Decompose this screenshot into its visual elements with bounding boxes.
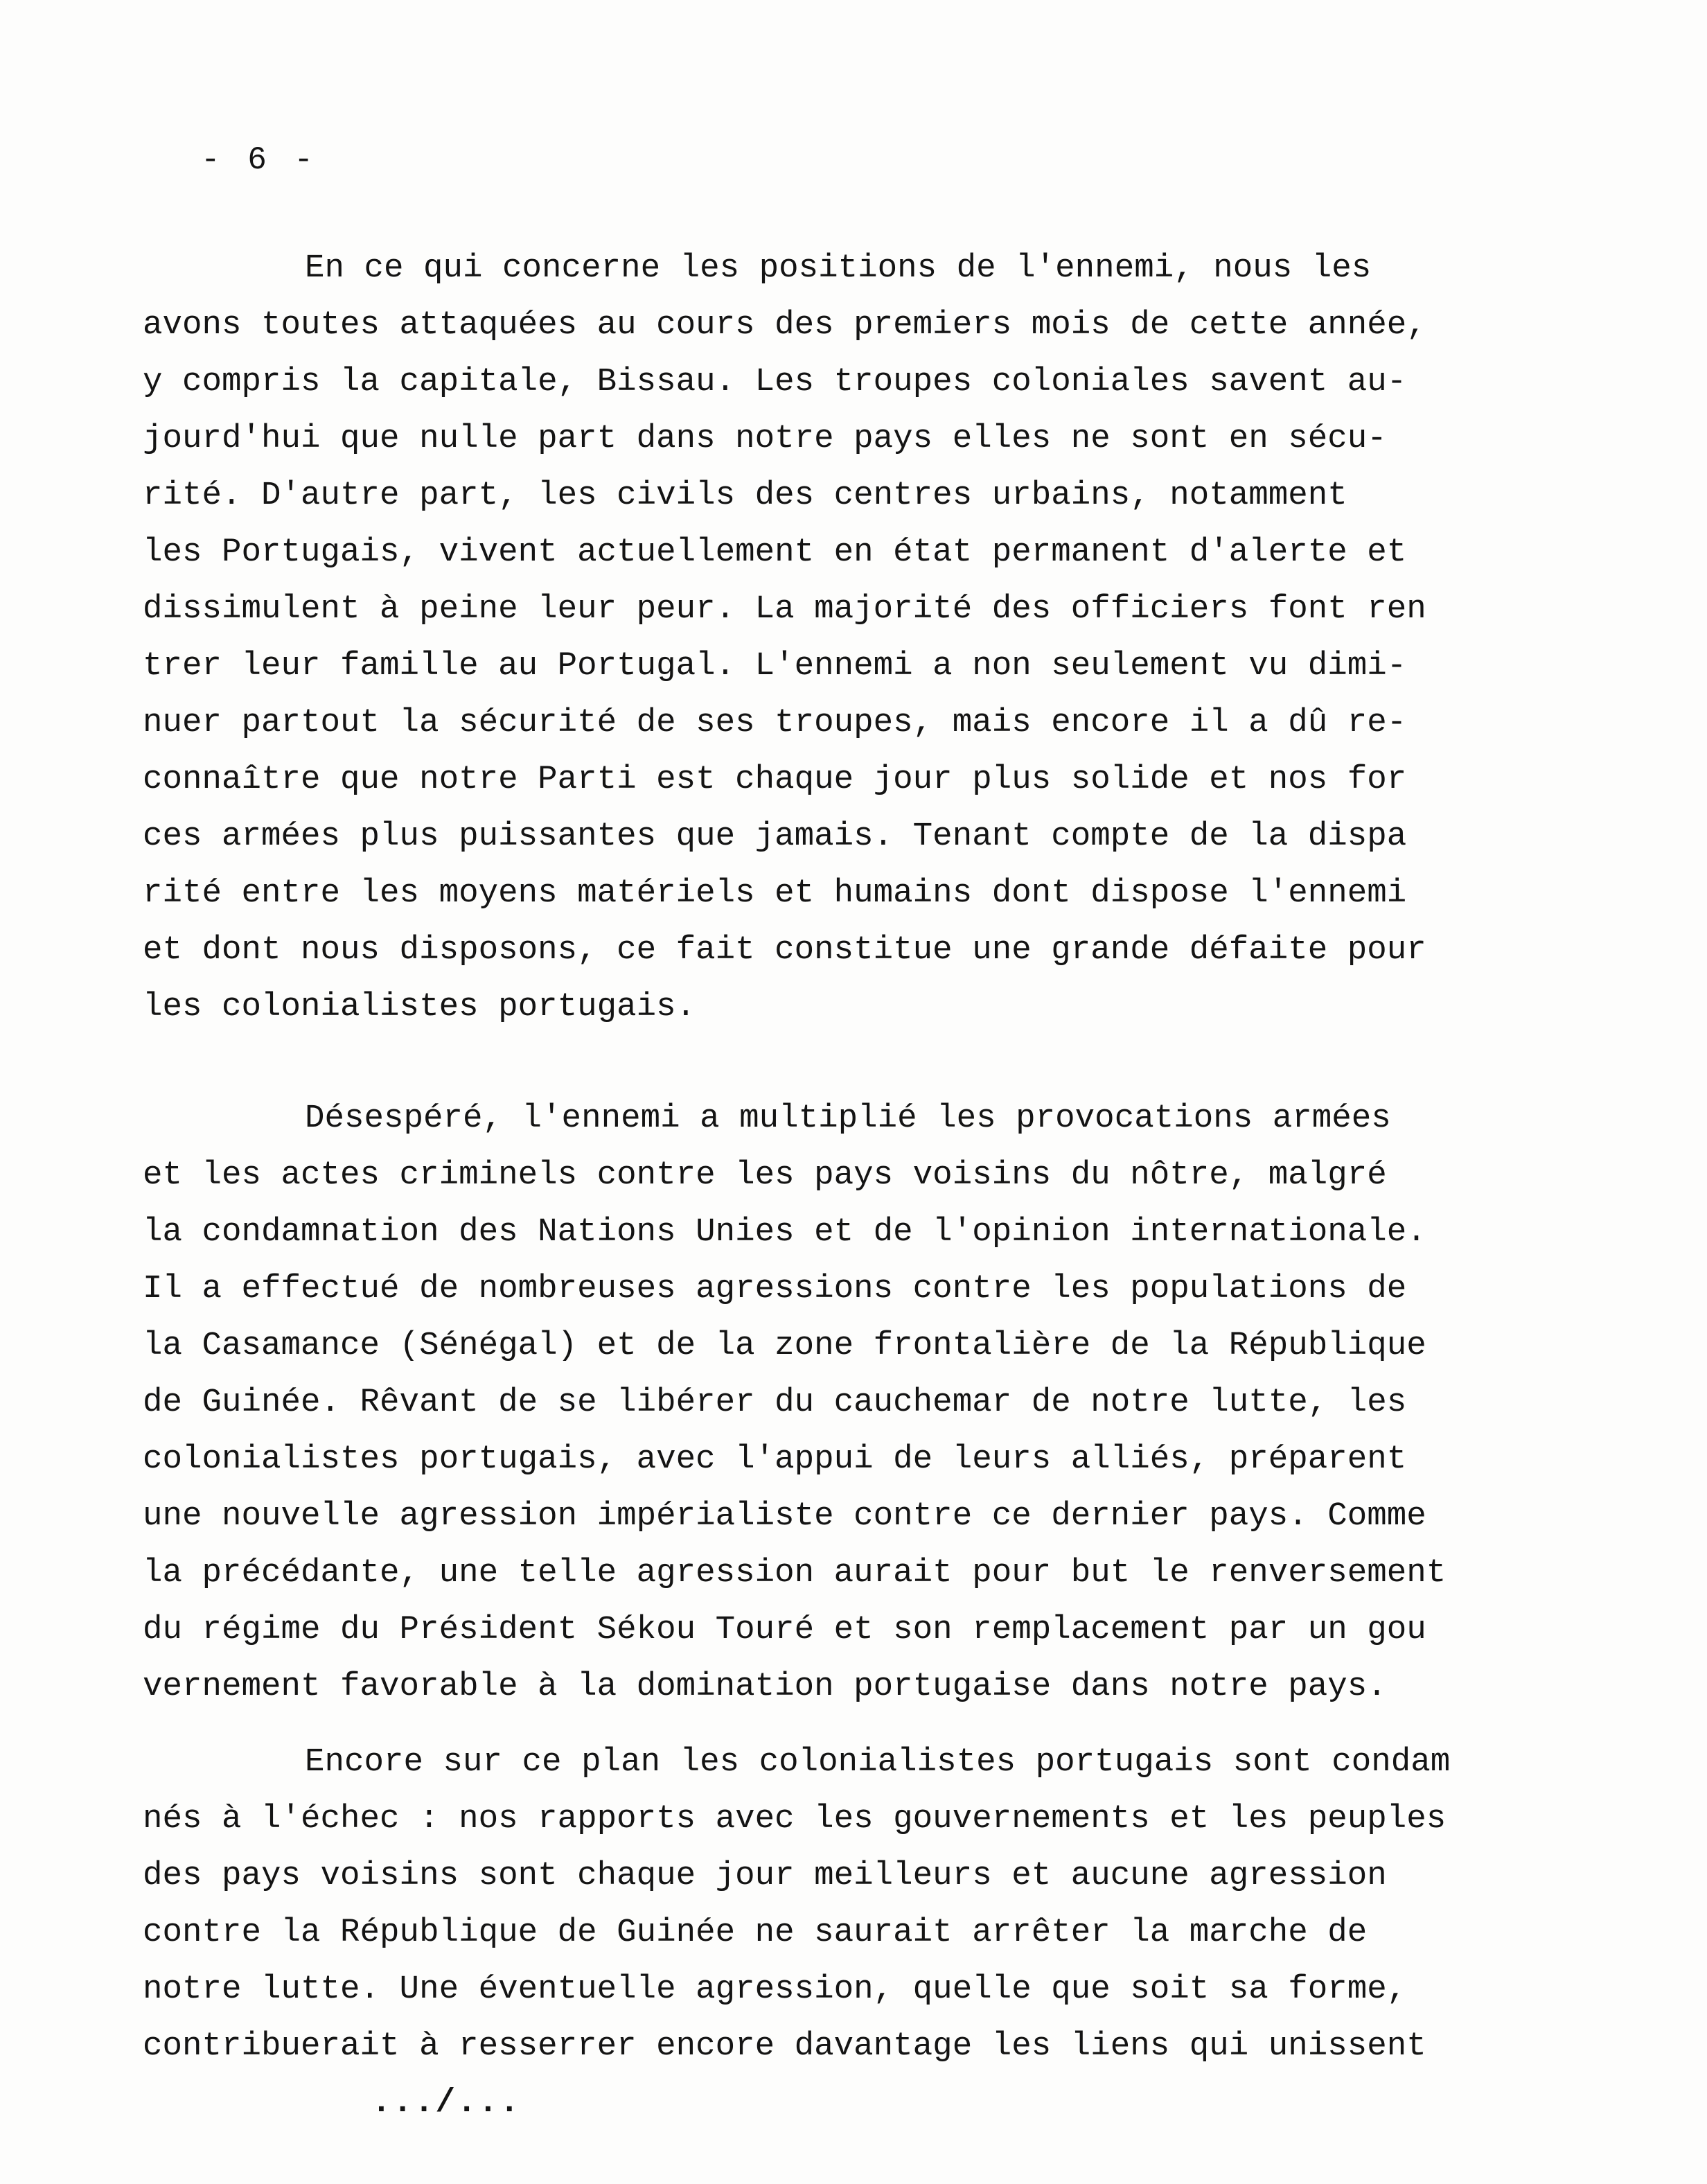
text-line: vernement favorable à la domination portugaise dans notre pays. [143, 1668, 1387, 1705]
text-line: avons toutes attaquées au cours des premiers mois de cette année, [143, 306, 1426, 344]
text-line: connaître que notre Parti est chaque jour plus solide et nos for [143, 761, 1407, 798]
text-line: du régime du Président Sékou Touré et son remplacement par un gou [143, 1611, 1426, 1648]
text-line: y compris la capitale, Bissau. Les troupes coloniales savent au- [143, 363, 1407, 400]
text-line: la précédante, une telle agression aurait pour but le renversement [143, 1554, 1447, 1592]
text-line: la Casamance (Sénégal) et de la zone frontalière de la République [143, 1327, 1426, 1364]
text-line: dissimulent à peine leur peur. La majorité des officiers font ren [143, 590, 1426, 628]
paragraph-provocations [143, 1090, 1556, 1715]
text-line: colonialistes portugais, avec l'appui de leurs alliés, préparent [143, 1441, 1407, 1478]
text-line: les colonialistes portugais. [143, 988, 696, 1025]
paragraph-enemy-positions [143, 240, 1556, 1035]
text-line: de Guinée. Rêvant de se libérer du cauchemar de notre lutte, les [143, 1384, 1407, 1421]
text-line: et dont nous disposons, ce fait constitue une grande défaite pour [143, 931, 1426, 969]
text-line: notre lutte. Une éventuelle agression, quelle que soit sa forme, [143, 1971, 1407, 2008]
text-line: une nouvelle agression impérialiste contre ce dernier pays. Comme [143, 1497, 1426, 1535]
text-line: jourd'hui que nulle part dans notre pays elles ne sont en sécu- [143, 420, 1387, 457]
text-line: trer leur famille au Portugal. L'ennemi a non seulement vu dimi- [143, 647, 1407, 685]
text-line: contribuerait à resserrer encore davantage les liens qui unissent [143, 2027, 1426, 2065]
text-line: contre la République de Guinée ne saurait arrêter la marche de [143, 1914, 1368, 1951]
text-line: nés à l'échec : nos rapports avec les gouvernements et les peuples [143, 1800, 1447, 1838]
text-line: Désespéré, l'ennemi a multiplié les provocations armées [305, 1100, 1391, 1137]
text-line: ces armées plus puissantes que jamais. Tenant compte de la dispa [143, 818, 1407, 855]
text-line: En ce qui concerne les positions de l'ennemi, nous les [305, 249, 1372, 287]
page-number: - 6 - [201, 142, 318, 178]
text-line: nuer partout la sécurité de ses troupes, mais encore il a dû re- [143, 704, 1407, 741]
text-line: des pays voisins sont chaque jour meilleurs et aucune agression [143, 1857, 1387, 1894]
text-line: rité entre les moyens matériels et humains dont dispose l'ennemi [143, 874, 1407, 912]
text-line: rité. D'autre part, les civils des centres urbains, notamment [143, 477, 1347, 514]
paragraph-neighbour-relations [143, 1734, 1556, 2075]
text-line: et les actes criminels contre les pays voisins du nôtre, malgré [143, 1156, 1387, 1194]
text-line: la condamnation des Nations Unies et de l'opinion internationale. [143, 1213, 1426, 1251]
text-line: Il a effectué de nombreuses agressions contre les populations de [143, 1270, 1407, 1307]
text-line: les Portugais, vivent actuellement en état permanent d'alerte et [143, 534, 1407, 571]
continuation-marker: .../... [371, 2084, 521, 2122]
text-line: Encore sur ce plan les colonialistes portugais sont condam [305, 1743, 1451, 1781]
